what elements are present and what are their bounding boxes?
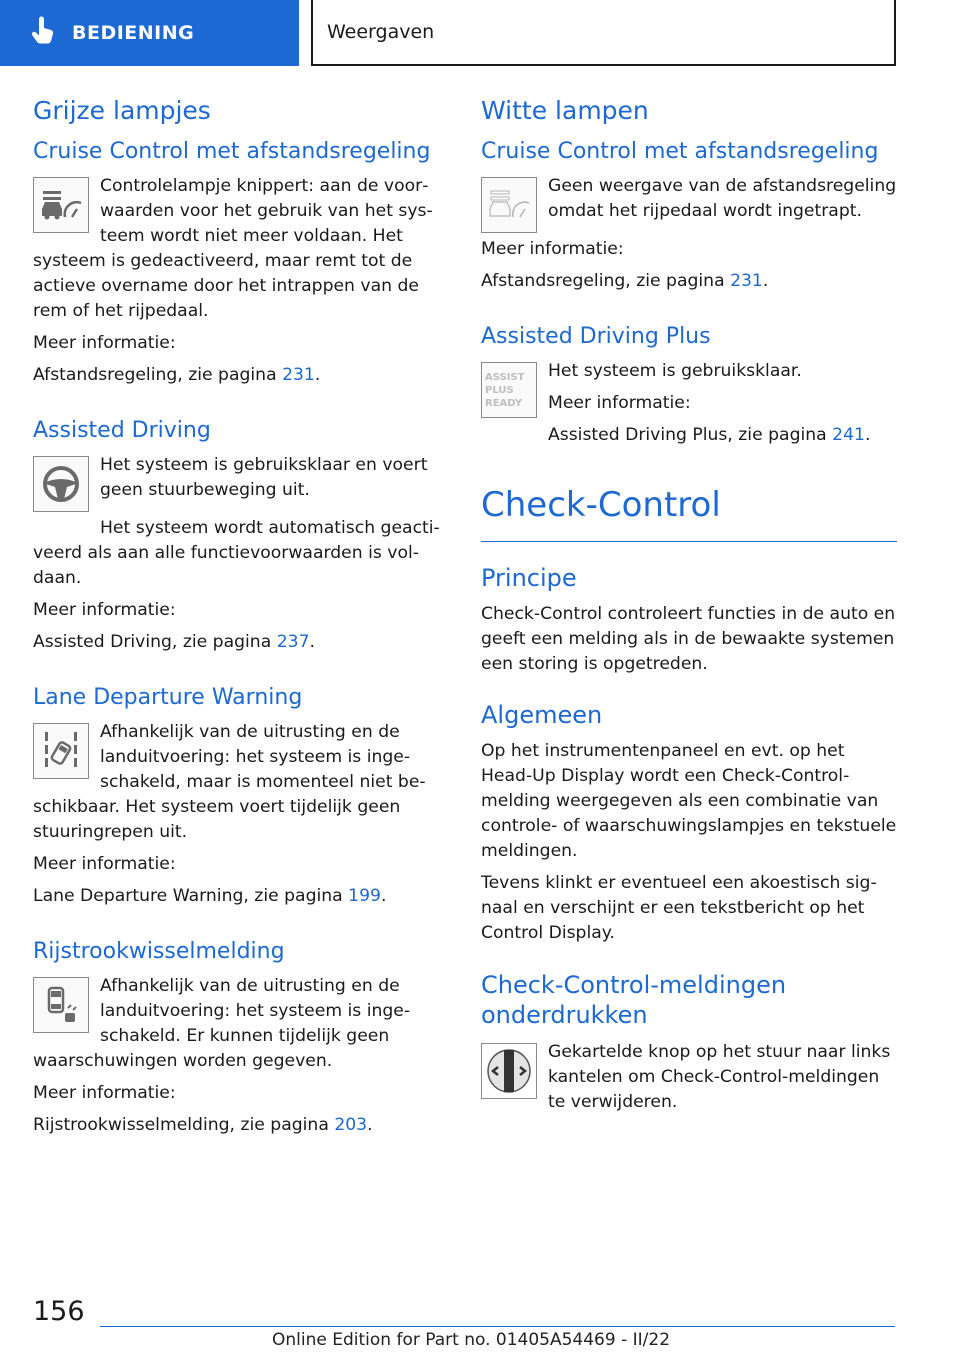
- subsection-tab-weergaven: [311, 0, 896, 66]
- page-link-237[interactable]: 237: [276, 632, 310, 652]
- onderdrukken-block: [481, 1040, 897, 1122]
- more-info-label: Meer informatie:: [33, 854, 176, 874]
- subsection-title-rijstrookwisselmelding: Rijstrookwisselmelding: [33, 939, 285, 964]
- page-link-199[interactable]: 199: [348, 886, 381, 906]
- lane-departure-text: Afhankelijk van de uitrusting en de landuitvoering: het systeem is ingeschakeld, maar is momenteel niet beschikbaar. Het systeem voert tijdelijk geen stuuringrepen uit.: [33, 722, 426, 842]
- page-reference: Rijstrookwisselmelding, zie pagina 203.: [33, 1115, 373, 1135]
- principe-text: Check-Control controleert functies in de auto en geeft een melding als in de bewaakte systemen een storing is opgetreden.: [481, 604, 896, 674]
- subsection-title-principe: Principe: [481, 564, 577, 592]
- cruise-control-block: [33, 174, 449, 331]
- cruise-control-grey-text: Controlelampje knippert: aan de voorwaarden voor het gebruik van het systeem wordt niet meer voldaan. Het systeem is gedeactiveerd, maar remt tot de actieve overname door het intrappen van de rem of het rijpedaal.: [33, 176, 433, 321]
- assisted-driving-text-1: Het systeem is gebruiksklaar en voert geen stuurbeweging uit.: [100, 455, 428, 500]
- page-reference: Assisted Driving Plus, zie pagina 241.: [548, 425, 871, 445]
- section-title-grijze-lampjes: Grijze lampjes: [33, 96, 211, 125]
- footer-divider: [100, 1326, 895, 1327]
- assisted-driving-plus-block: [481, 359, 897, 455]
- more-info-label: Meer informatie:: [33, 333, 176, 353]
- assist-plus-ready-icon: ASSIST PLUS READY: [481, 362, 537, 418]
- cruise-control-white-block: [481, 174, 897, 237]
- page-reference: Afstandsregeling, zie pagina 231.: [33, 365, 321, 385]
- section-title-witte-lampen: Witte lampen: [481, 96, 649, 125]
- lane-departure-grey-icon: [33, 723, 89, 779]
- assisted-driving-text-2: Het systeem wordt automatisch geactiveerd als aan alle functievoorwaarden is voldaan.: [33, 518, 440, 588]
- page-link-231[interactable]: 231: [282, 365, 315, 385]
- algemeen-text-1: Op het instrumentenpaneel en evt. op het Head-Up Display wordt een Check-Control-melding weergegeven als een combinatie van controle- of waarschuwingslampjes en tekstuele meldingen.: [481, 741, 897, 861]
- subsection-title-onderdrukken: Check-Control-meldingen onderdrukken: [481, 971, 787, 1029]
- page-reference: Afstandsregeling, zie pagina 231.: [481, 271, 769, 291]
- rijstrook-text: Afhankelijk van de uitrusting en de landuitvoering: het systeem is ingeschakeld. Er kunnen tijdelijk geen waarschuwingen worden gegeven.: [33, 976, 411, 1071]
- cruise-control-distance-white-icon: [481, 177, 537, 233]
- section-tab-label: BEDIENING: [72, 22, 195, 44]
- edition-text: Online Edition for Part no. 01405A54469 - II/22: [272, 1330, 671, 1350]
- subsection-title-cruise-control: Cruise Control met afstandsregeling: [33, 139, 431, 164]
- section-tab-bediening: [0, 0, 299, 66]
- subsection-title-lane-departure-warning: Lane Departure Warning: [33, 685, 303, 710]
- more-info-label: Meer informatie:: [33, 1083, 176, 1103]
- knurled-button-icon: [481, 1043, 537, 1099]
- subsection-title-algemeen: Algemeen: [481, 701, 603, 729]
- subsection-tab-label: Weergaven: [327, 21, 435, 43]
- subsection-title-cruise-control-white: Cruise Control met afstandsregeling: [481, 139, 879, 164]
- cruise-control-distance-grey-icon: [33, 177, 89, 233]
- assisted-driving-block: [33, 453, 449, 516]
- hand-pointer-icon: [30, 16, 56, 50]
- page-header: [0, 0, 960, 66]
- rijstrook-block: [33, 974, 449, 1081]
- page-reference: Lane Departure Warning, zie pagina 199.: [33, 886, 387, 906]
- page-footer: [0, 1290, 960, 1362]
- more-info-label: Meer informatie:: [481, 239, 624, 259]
- left-column: [33, 96, 449, 1145]
- lane-change-warning-grey-icon: [33, 977, 89, 1033]
- page-link-231[interactable]: 231: [730, 271, 763, 291]
- page-link-203[interactable]: 203: [334, 1115, 368, 1135]
- more-info-label: Meer informatie:: [33, 600, 176, 620]
- lane-departure-block: [33, 720, 449, 852]
- page-link-241[interactable]: 241: [832, 425, 865, 445]
- onderdrukken-text: Gekartelde knop op het stuur naar links kantelen om Check-Control-meldingen te verwijderen.: [548, 1042, 891, 1112]
- page-number: 156: [33, 1296, 85, 1327]
- assisted-driving-plus-text: Het systeem is gebruiksklaar.: [548, 361, 802, 381]
- steering-wheel-grey-icon: [33, 456, 89, 512]
- page-reference: Assisted Driving, zie pagina 237.: [33, 632, 315, 652]
- algemeen-text-2: Tevens klinkt er eventueel een akoestisch signaal en verschijnt er een tekstbericht op het Control Display.: [481, 873, 877, 943]
- right-column: [481, 96, 897, 1122]
- subsection-title-assisted-driving: Assisted Driving: [33, 418, 211, 443]
- more-info-label: Meer informatie:: [548, 393, 691, 413]
- cruise-control-white-text: Geen weergave van de afstandsregeling omdat het rijpedaal wordt ingetrapt.: [548, 176, 897, 221]
- subsection-title-assisted-driving-plus: Assisted Driving Plus: [481, 324, 711, 349]
- chapter-title-check-control: Check-Control: [481, 485, 897, 542]
